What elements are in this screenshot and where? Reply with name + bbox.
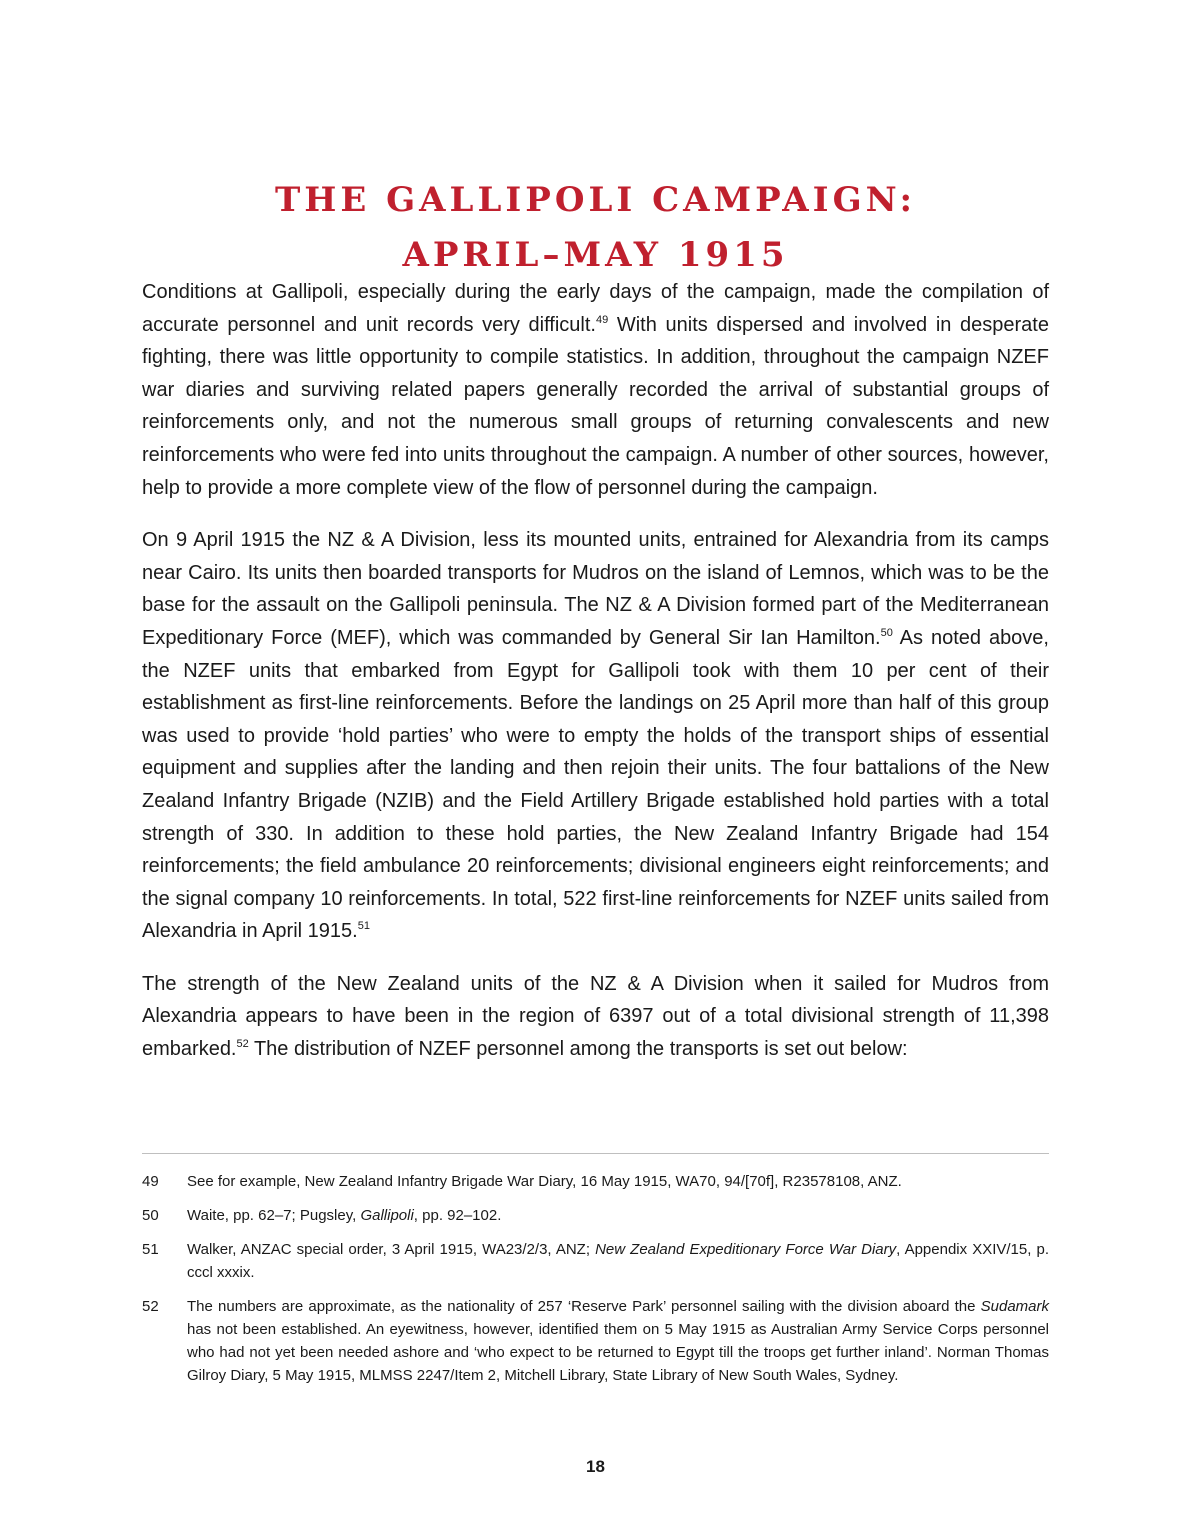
paragraph-1 [142, 276, 1049, 504]
paragraph-text: The strength of the New Zealand units of the NZ & A Division when it sailed for Mudros from Alexandria appears to have been in the region of 6397 out of a total divisional strength of 11,398 embarked. [142, 972, 1049, 1061]
footnote-text-part: , pp. 92–102. [413, 1207, 502, 1224]
document-page [142, 0, 1049, 1531]
paragraph-text: With units dispersed and involved in desperate fighting, there was little opportunity to compile statistics. In addition, throughout the campaign NZEF war diaries and surviving related papers generally recorded the arrival of substantial groups of reinforcements only, and not the numerous small groups of returning convalescents and new reinforcements who were fed into units throughout the campaign. A number of other sources, however, help to provide a more complete view of the flow of personnel during the campaign. [142, 313, 1049, 499]
paragraph-text: On 9 April 1915 the NZ & A Division, less its mounted units, entrained for Alexandria from its camps near Cairo. Its units then boarded transports for Mudros on the island of Lemnos, which was to be the base for the assault on the Gallipoli peninsula. The NZ & A Division formed part of the Mediterranean Expeditionary Force (MEF), which was commanded by General Sir Ian Hamilton. [142, 529, 1049, 649]
footnote-number: 52 [142, 1298, 159, 1315]
footnote-52 [142, 1295, 1049, 1387]
footnote-text [187, 1238, 1049, 1284]
paragraph-text: The distribution of NZEF personnel among the transports is set out below: [248, 1038, 908, 1061]
footnote-number: 49 [142, 1173, 159, 1190]
footnote-text-part: has not been established. An eyewitness, however, identified them on 5 May 1915 as Australian Army Service Corps personnel who had not yet been needed ashore and ‘who expect to be returned to Egypt till the troops get further inland’. Norman Thomas Gilroy Diary, 5 May 1915, MLMSS 2247/Item 2, Mitchell Library, State Library of New South Wales, Sydney. [187, 1321, 1049, 1384]
footnote-51 [142, 1238, 1049, 1284]
footnote-ref-52[interactable]: 52 [236, 1038, 249, 1051]
paragraph-text: As noted above, the NZEF units that embarked from Egypt for Gallipoli took with them 10 per cent of their establishment as first-line reinforcements. Before the landings on 25 April more than half of this group was used to provide ‘hold parties’ who were to empty the holds of the transport ships of essential equipment and supplies after the landing and then rejoin their units. The four battalions of the New Zealand Infantry Brigade (NZIB) and the Field Artillery Brigade established hold parties with a total strength of 330. In addition to these hold parties, the New Zealand Infantry Brigade had 154 reinforcements; the field ambulance 20 reinforcements; divisional engineers eight reinforcements; and the signal company 10 reinforcements. In total, 522 first-line reinforcements for NZEF units sailed from Alexandria in April 1915. [142, 626, 1049, 943]
footnote-text-part: , Appendix XXIV/15, p. cccl xxxix. [187, 1241, 1049, 1281]
title-line-1: THE GALLIPOLI CAMPAIGN: [274, 179, 917, 220]
footnote-text [187, 1204, 1049, 1227]
footnote-text-part: Waite, pp. 62–7; Pugsley, [187, 1207, 361, 1224]
footnote-49 [142, 1170, 1049, 1193]
footnote-divider [142, 1153, 1049, 1154]
footnote-ref-49[interactable]: 49 [595, 313, 609, 326]
footnote-ref-51[interactable]: 51 [357, 920, 370, 933]
page-title [142, 173, 1049, 283]
footnote-italic-title: Gallipoli [360, 1207, 414, 1224]
footnote-text-part: See for example, New Zealand Infantry Brigade War Diary, 16 May 1915, WA70, 94/[70f], R23578108, ANZ. [187, 1173, 902, 1190]
footnote-number: 50 [142, 1207, 159, 1224]
paragraph-text: Conditions at Gallipoli, especially during the early days of the campaign, made the compilation of accurate personnel and unit records very difficult. [142, 281, 1049, 336]
footnote-text-part: Walker, ANZAC special order, 3 April 1915, WA23/2/3, ANZ; [187, 1241, 596, 1258]
footnote-text [187, 1295, 1049, 1387]
page-number: 18 [586, 1457, 605, 1476]
footnote-number: 51 [142, 1241, 159, 1258]
paragraph-3 [142, 968, 1049, 1066]
paragraph-2 [142, 524, 1049, 948]
title-line-2: APRIL–MAY 1915 [402, 234, 789, 275]
footnote-text [187, 1170, 1049, 1193]
footnotes [142, 1170, 1049, 1398]
footnote-ref-50[interactable]: 50 [880, 626, 893, 639]
footnote-italic-title: Sudamark [980, 1298, 1049, 1315]
footnote-text-part: The numbers are approximate, as the nationality of 257 ‘Reserve Park’ personnel sailing with the division aboard the [187, 1298, 981, 1315]
footnote-italic-title: New Zealand Expeditionary Force War Diary [595, 1241, 897, 1258]
body-text [142, 276, 1049, 1086]
footnote-50 [142, 1204, 1049, 1227]
